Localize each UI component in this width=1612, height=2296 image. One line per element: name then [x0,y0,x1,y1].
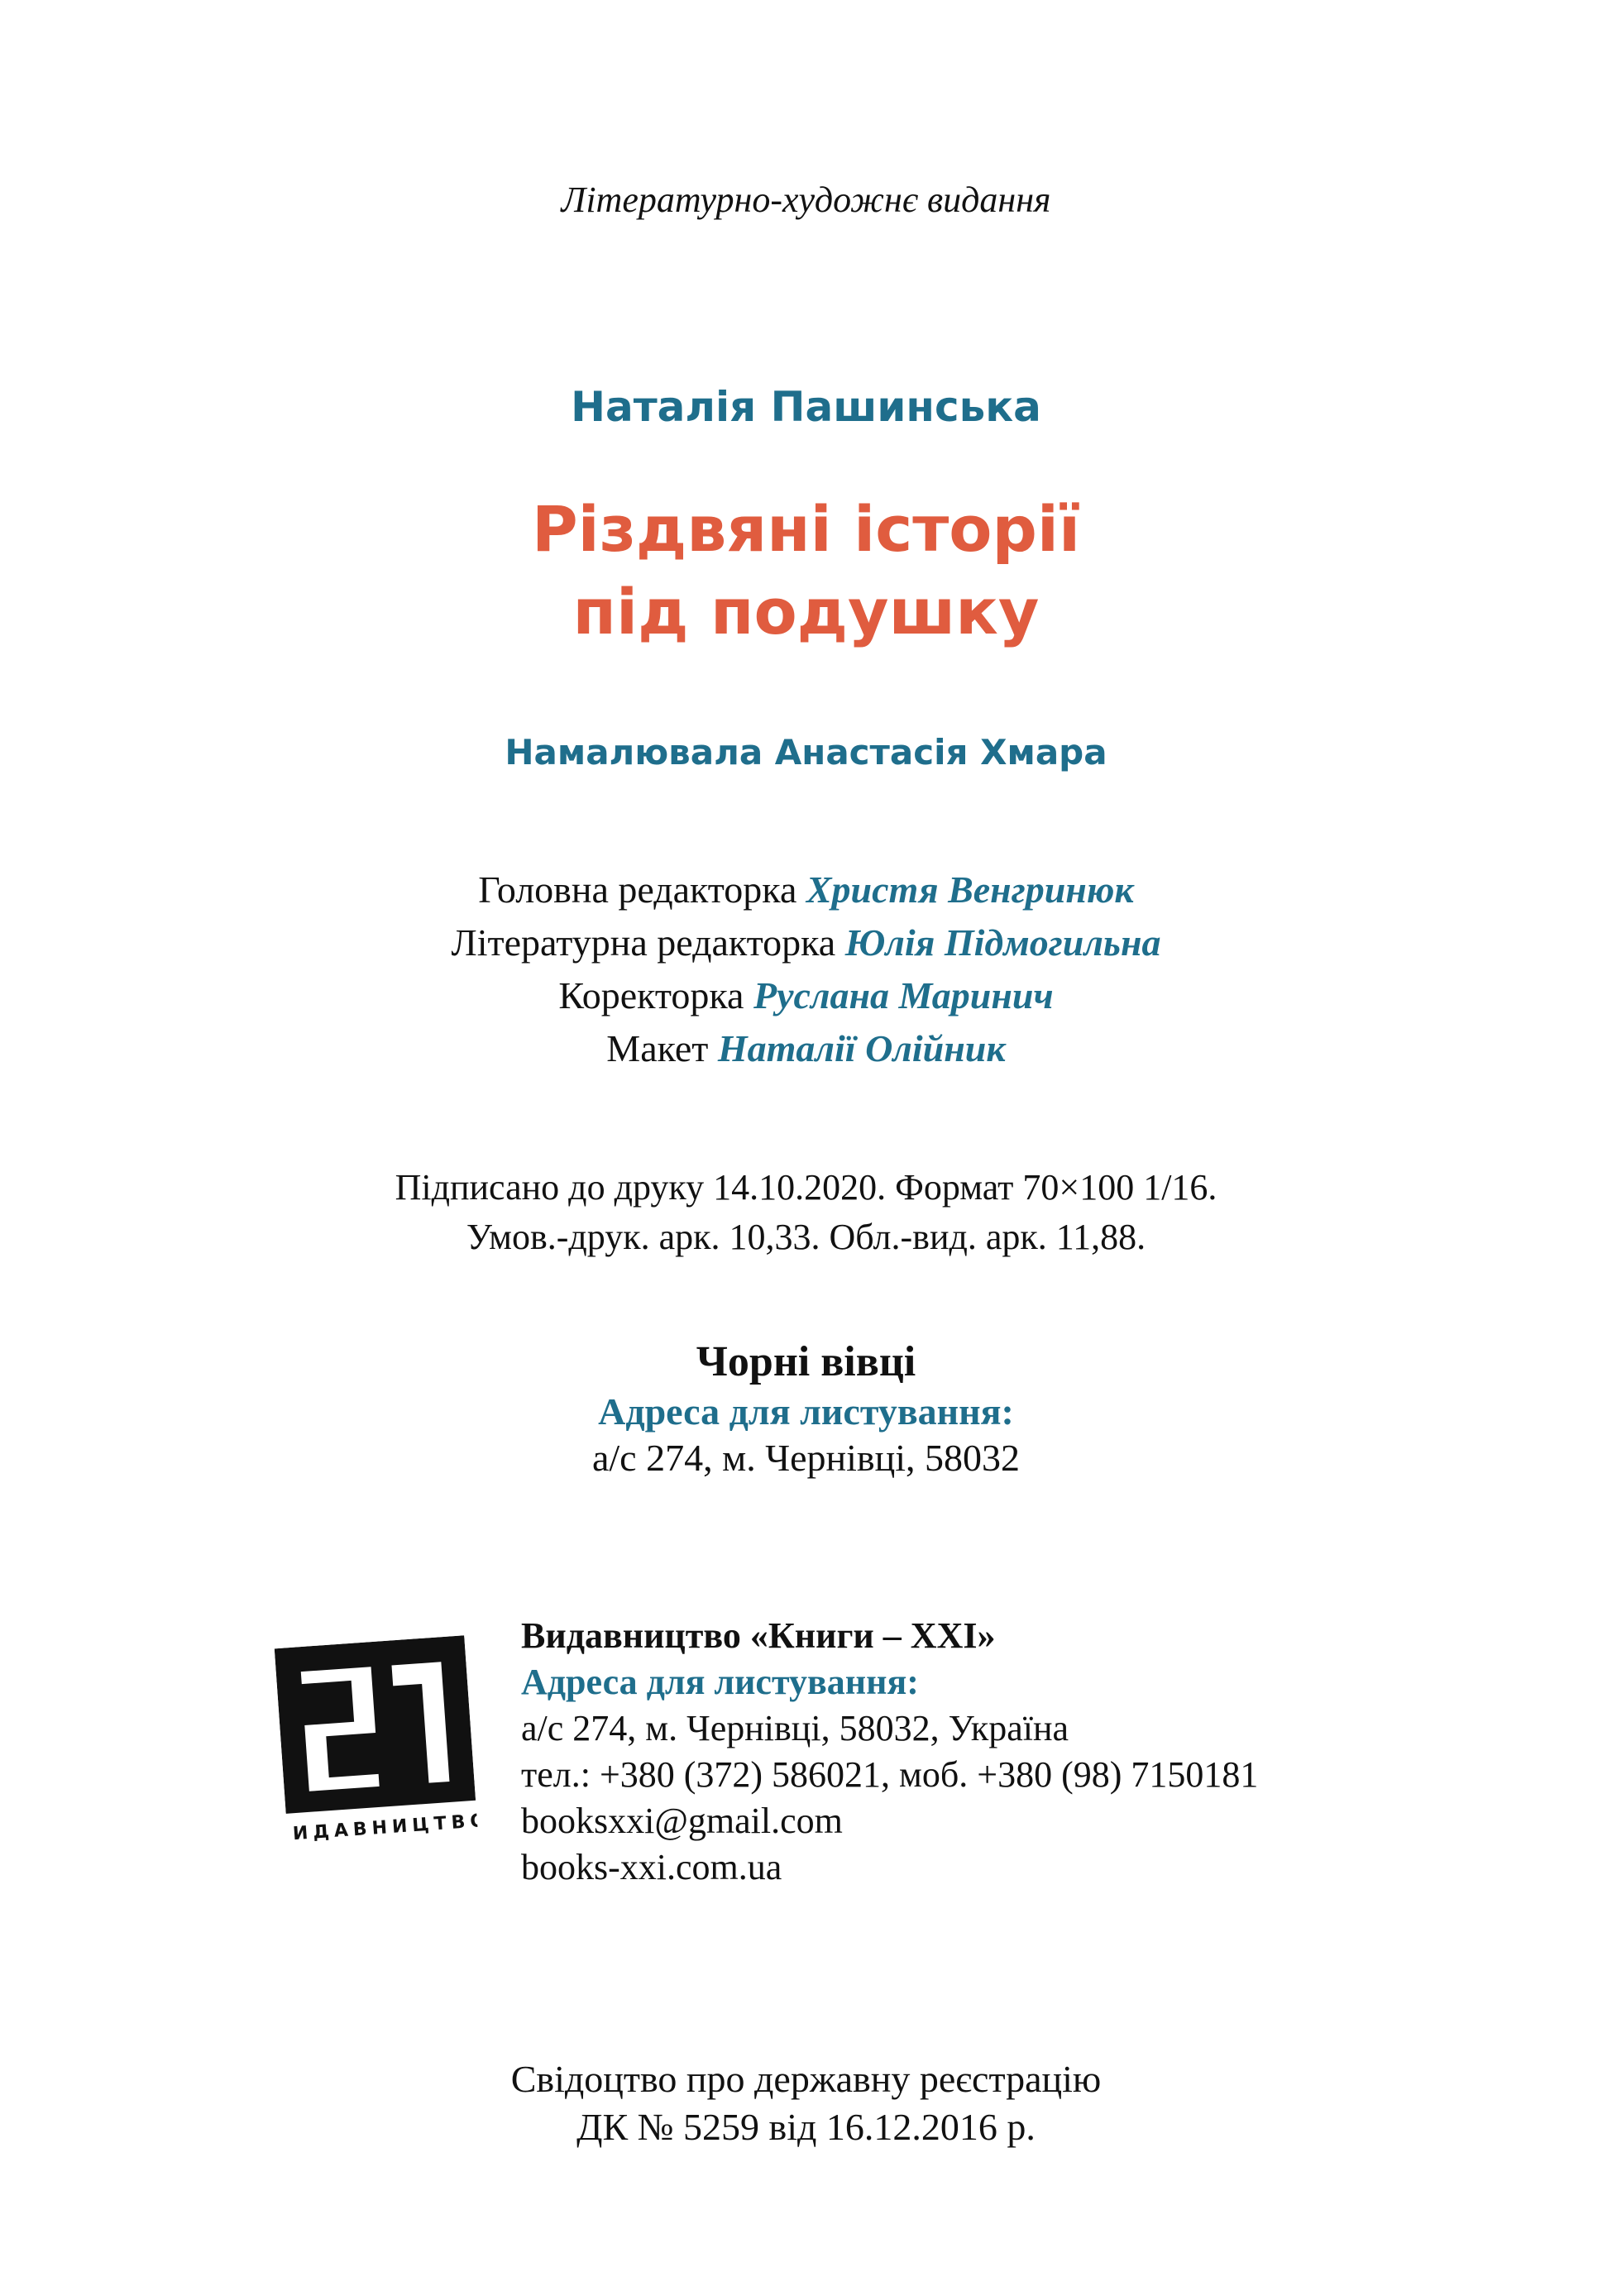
registration-certificate [0,2055,1612,2151]
title-line-2: під подушку [572,575,1040,648]
publisher-email[interactable]: booksxxi@gmail.com [521,1801,843,1841]
editorial-credits [0,863,1612,1075]
black-sheep-address-label: Адреса для листування: [598,1390,1014,1433]
logo-caption: ВИДАВНИЦТВО [274,1810,479,1846]
credit-line [0,916,1612,969]
publisher-name: Видавництво «Книги – XXI» [521,1615,996,1656]
publisher-website[interactable]: books-xxi.com.ua [521,1847,782,1887]
publisher-phones: тел.: +380 (372) 586021, моб. +380 (98) 7150181 [521,1754,1259,1795]
black-sheep-address: а/с 274, м. Чернівці, 58032 [591,1437,1021,1479]
credit-role: Макет [606,1027,709,1069]
certificate-line-1: Свідоцтво про державну реєстрацію [510,2058,1102,2100]
imprint-line-2: Умов.-друк. арк. 10,33. Обл.-вид. арк. 11,88. [466,1217,1146,1257]
credit-role: Коректорка [558,974,744,1016]
publisher-logo [275,1635,479,1850]
logo-21-icon [275,1635,479,1850]
title-line-1: Різдвяні історії [531,492,1081,566]
credit-name: Юлія Підмогильна [844,921,1161,964]
author-name: Наталія Пашинська [571,383,1041,431]
credit-role: Літературна редакторка [451,921,836,964]
credit-line [0,969,1612,1022]
credit-name: Христя Венгринюк [806,868,1134,911]
print-imprint [0,1163,1612,1262]
credit-name: Руслана Маринич [753,974,1054,1016]
edition-type: Літературно-художнє видання [561,179,1051,220]
credit-role: Головна редакторка [478,868,797,911]
illustrator-credit: Намалювала Анастасія Хмара [505,732,1107,773]
publisher-address: а/с 274, м. Чернівці, 58032, Україна [521,1708,1069,1748]
publisher-address-label: Адреса для листування: [521,1662,919,1702]
credit-line [0,863,1612,916]
book-title [0,488,1612,653]
certificate-line-2: ДК № 5259 від 16.12.2016 р. [576,2106,1036,2148]
imprint-line-1: Підписано до друку 14.10.2020. Формат 70×100 1/16. [395,1167,1217,1208]
publisher-block [521,1613,1258,1891]
black-sheep-name: Чорні вівці [696,1338,916,1385]
credit-name: Наталії Олійник [717,1027,1006,1069]
black-sheep-block [0,1336,1612,1481]
credit-line [0,1022,1612,1075]
